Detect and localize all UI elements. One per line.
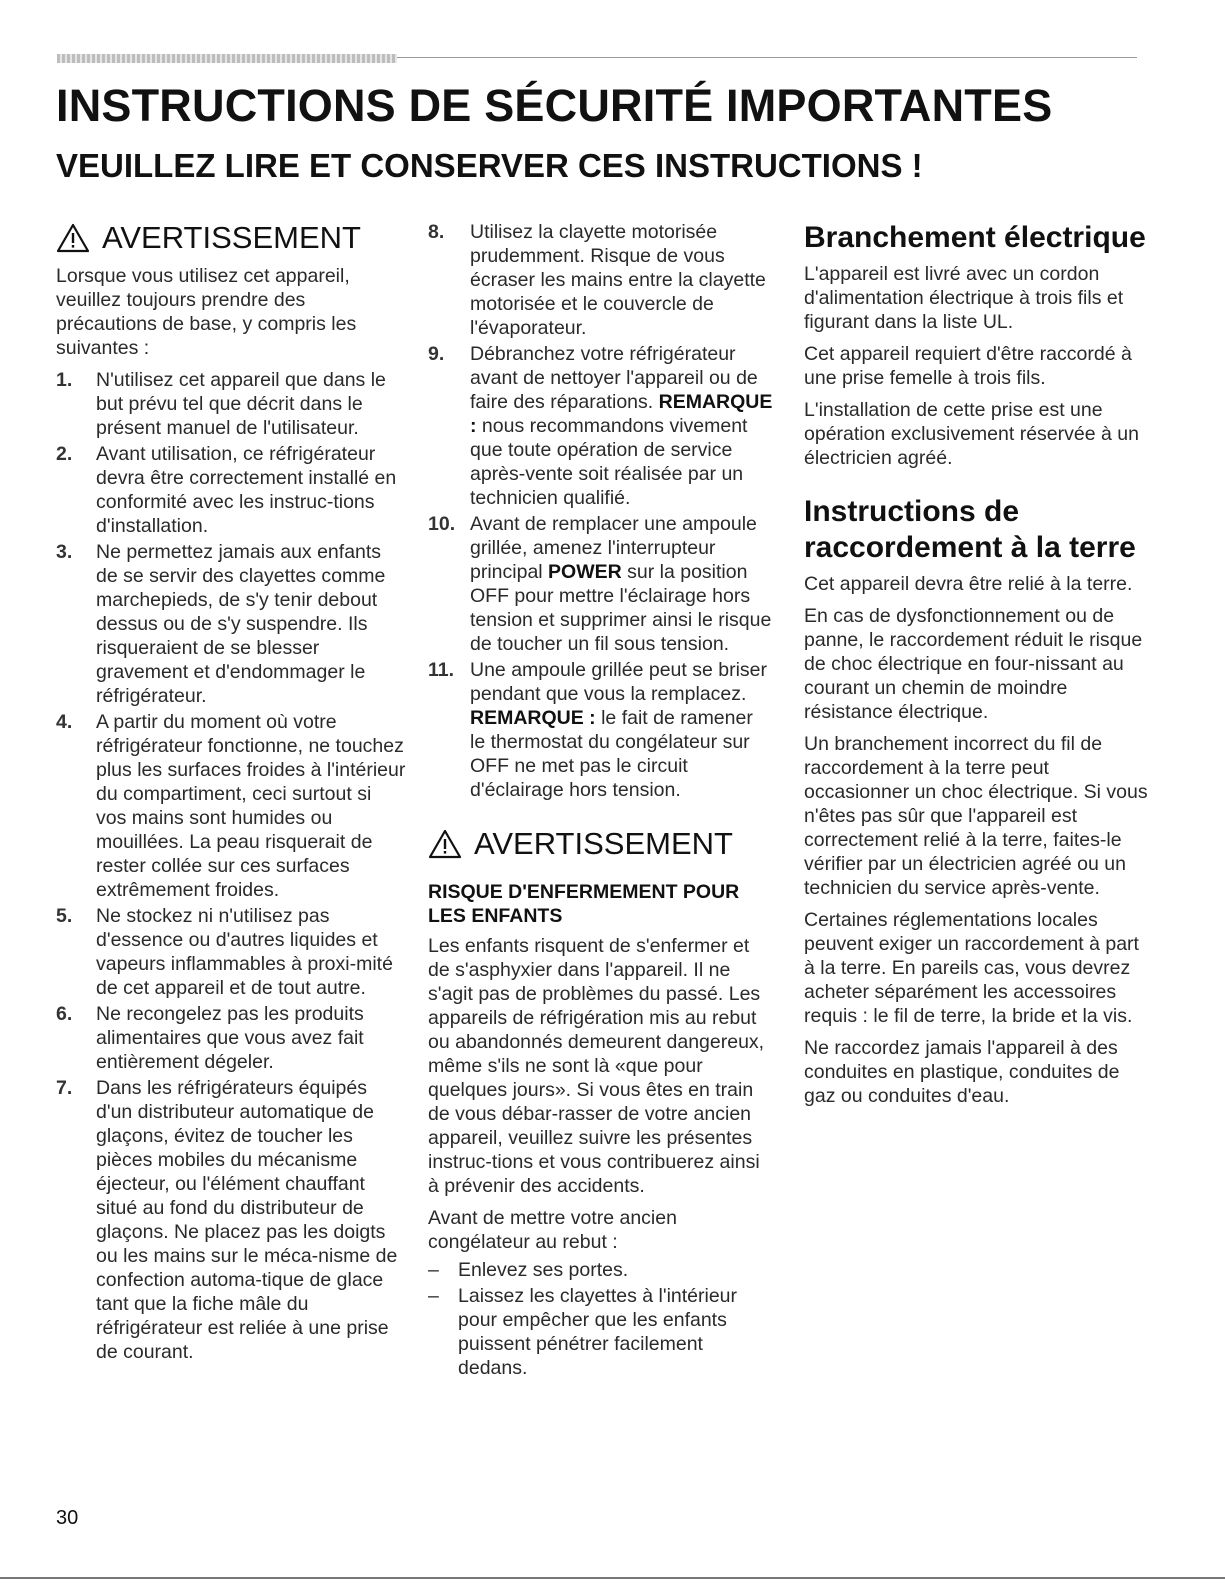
column-right [804, 220, 1149, 1116]
list-item: 11. Une ampoule grillée peut se briser pendant que vous la remplacez. REMARQUE : le fait de ramener le thermostat du congélateur sur OFF ne met pas le circuit d'éclairage hors tension. [428, 659, 767, 801]
paragraph: Cet appareil devra être relié à la terre. [804, 573, 1133, 595]
list-item: 5. Ne stockez ni n'utilisez pas d'essence ou d'autres liquides et vapeurs inflammables à proxi-mité de cet appareil et de tout autre. [56, 905, 393, 999]
paragraph: Certaines réglementations locales peuvent exiger un raccordement à part à la terre. En pareils cas, vous devrez acheter séparément les accessoires requis : le fil de terre, la bride et la vis. [804, 909, 1139, 1027]
list-item: 1. N'utilisez cet appareil que dans le but prévu tel que décrit dans le présent manuel de l'utilisateur. [56, 369, 386, 439]
section-heading-terre: Instructions de raccordement à la terre [804, 495, 1136, 564]
warning-triangle-icon [56, 222, 90, 254]
dash-item: – Laissez les clayettes à l'intérieur pour empêcher que les enfants puissent pénétrer facilement dedans. [428, 1284, 773, 1380]
safety-list-continued [428, 220, 773, 802]
page-number: 30 [56, 1507, 79, 1529]
note-label: REMARQUE : [470, 391, 773, 437]
column-left [56, 220, 406, 1366]
list-item: 7. Dans les réfrigérateurs équipés d'un distributeur automatique de glaçons, évitez de toucher les pièces mobiles du mécanisme éjecteur, ou l'élément chauffant situé au fond du distributeur de glaçons. Ne placez pas les doigts ou les mains sur le méca-nisme de confection automa-tique de glace tant que la fiche mâle du réfrigérateur est reliée à une prise de courant. [56, 1077, 398, 1363]
note-label: REMARQUE : [470, 707, 596, 729]
paragraph: L'appareil est livré avec un cordon d'alimentation électrique à trois fils et figurant dans la liste UL. [804, 263, 1124, 333]
list-item: 3. Ne permettez jamais aux enfants de se servir des clayettes comme marchepieds, de s'y tenir debout dessus ou de s'y suspendre. Ils risqueraient de se blesser gravement et d'endommager le réfrigérateur. [56, 541, 386, 707]
warning-label: AVERTISSEMENT [474, 826, 733, 861]
column-middle [428, 220, 773, 1382]
warning-heading [56, 220, 406, 256]
section-heading-branchement: Branchement électrique [804, 221, 1146, 254]
warning-heading [428, 826, 773, 862]
warning-label: AVERTISSEMENT [102, 220, 361, 255]
warning-triangle-icon [428, 828, 462, 860]
paragraph: Ne raccordez jamais l'appareil à des conduites en plastique, conduites de gaz ou conduites d'eau. [804, 1037, 1120, 1107]
page-title: INSTRUCTIONS DE SÉCURITÉ IMPORTANTES [56, 80, 1053, 131]
list-item: 10. Avant de remplacer une ampoule grillée, amenez l'interrupteur principal POWER sur la position OFF pour mettre l'éclairage hors tension et supprimer ainsi le risque de toucher un fil sous tension. [428, 513, 772, 655]
footer-rule [0, 1577, 1225, 1579]
risk-paragraph: Avant de mettre votre ancien congélateur au rebut : [428, 1207, 677, 1253]
paragraph: Cet appareil requiert d'être raccordé à une prise femelle à trois fils. [804, 343, 1132, 389]
list-item: 2. Avant utilisation, ce réfrigérateur devra être correctement installé en conformité avec les instruc-tions d'installation. [56, 443, 397, 537]
list-item: 6. Ne recongelez pas les produits alimentaires que vous avez fait entièrement dégeler. [56, 1003, 364, 1073]
paragraph: L'installation de cette prise est une opération exclusivement réservée à un électricien agréé. [804, 399, 1139, 469]
header-rule [57, 54, 1137, 63]
intro-text: Lorsque vous utilisez cet appareil, veuillez toujours prendre des précautions de base, y compris les suivantes : [56, 265, 357, 359]
page-subtitle: VEUILLEZ LIRE ET CONSERVER CES INSTRUCTIONS ! [56, 147, 923, 184]
list-item: 9. Débranchez votre réfrigérateur avant de nettoyer l'appareil ou de faire des réparations. REMARQUE : nous recommandons vivement que toute opération de service après-vente soit réalisée par un technicien qualifié. [428, 343, 773, 509]
risk-heading: RISQUE D'ENFERMEMENT POUR LES ENFANTS [428, 881, 740, 927]
list-item: 8. Utilisez la clayette motorisée prudemment. Risque de vous écraser les mains entre la clayette motorisée et le couvercle de l'évaporateur. [428, 221, 766, 339]
risk-paragraph: Les enfants risquent de s'enfermer et de s'asphyxier dans l'appareil. Il ne s'agit pas de problèmes du passé. Les appareils de réfrigération mis au rebut ou abandonnés demeurent dangereux, même s'ils ne sont là «que pour quelques jours». Si vous êtes en train de vous débar-rasser de votre ancien appareil, veuillez suivre les présentes instruc-tions et vous contribuerez ainsi à prévenir des accidents. [428, 935, 765, 1197]
paragraph: Un branchement incorrect du fil de raccordement à la terre peut occasionner un choc électrique. Si vous n'êtes pas sûr que l'appareil est correctement relié à la terre, faites-le vérifier par un électricien agréé ou un technicien du service après-vente. [804, 733, 1148, 899]
dash-item: – Enlevez ses portes. [428, 1258, 773, 1282]
power-keyword: POWER [548, 561, 622, 583]
list-item: 4. A partir du moment où votre réfrigérateur fonctionne, ne touchez plus les surfaces froides à l'intérieur du compartiment, ceci surtout si vos mains sont humides ou mouillées. La peau risquerait de rester collée sur ces surfaces extrêmement froides. [56, 711, 406, 901]
paragraph: En cas de dysfonctionnement ou de panne, le raccordement réduit le risque de choc électrique en four-nissant au courant un chemin de moindre résistance électrique. [804, 605, 1143, 723]
safety-list [56, 368, 406, 1364]
